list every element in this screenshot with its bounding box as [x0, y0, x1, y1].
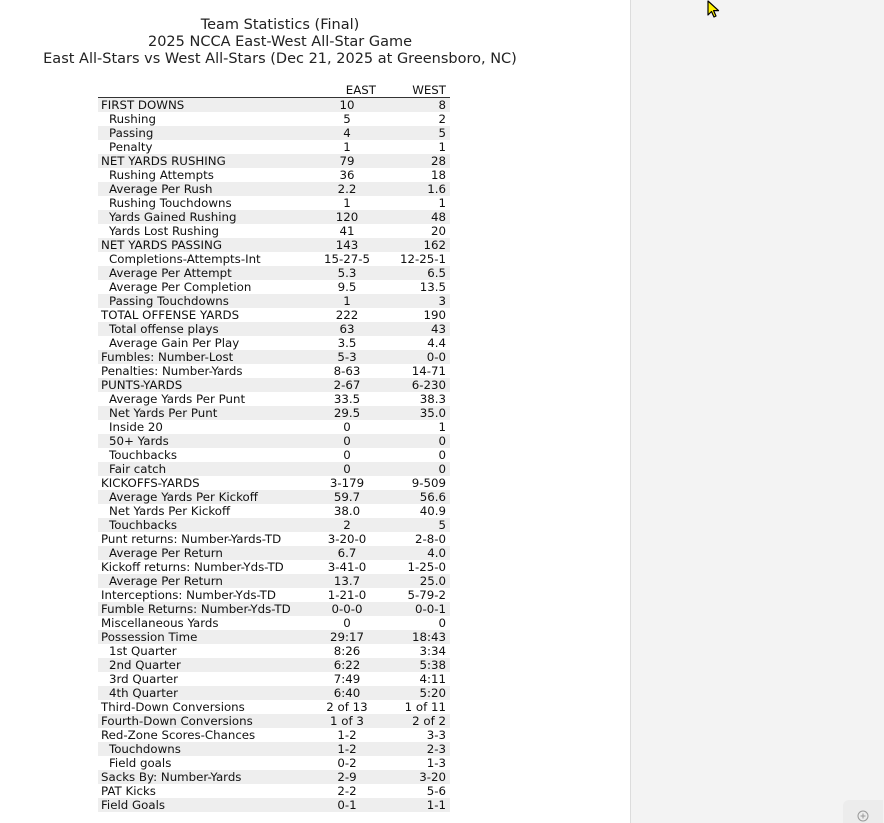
table-row	[98, 700, 450, 714]
east-value: 143	[335, 238, 359, 252]
stat-label: Rushing Attempts	[109, 168, 214, 182]
table-row	[98, 784, 450, 798]
west-value: 2-8-0	[414, 532, 446, 546]
table-row	[98, 378, 450, 392]
table-row	[98, 112, 450, 126]
stat-label: 1st Quarter	[109, 644, 177, 658]
table-row	[98, 406, 450, 420]
table-body	[98, 98, 450, 812]
table-row	[98, 476, 450, 490]
table-row	[98, 588, 450, 602]
east-value: 8:26	[333, 644, 361, 658]
east-value: 2 of 13	[326, 700, 368, 714]
stat-label: Interceptions: Number-Yds-TD	[101, 588, 276, 602]
stat-label: 3rd Quarter	[109, 672, 178, 686]
stat-label: Punt returns: Number-Yards-TD	[101, 532, 282, 546]
table-row	[98, 350, 450, 364]
table-row	[98, 630, 450, 644]
west-value: 0-0	[426, 350, 446, 364]
table-row	[98, 714, 450, 728]
stat-label: 50+ Yards	[109, 434, 169, 448]
table-row	[98, 224, 450, 238]
east-value: 0-2	[337, 756, 357, 770]
stat-label: Passing Touchdowns	[109, 294, 229, 308]
east-value: 15-27-5	[323, 252, 371, 266]
table-row	[98, 364, 450, 378]
table-row	[98, 728, 450, 742]
east-value: 2.2	[337, 182, 357, 196]
west-value: 190	[423, 308, 446, 322]
stat-label: Inside 20	[109, 420, 163, 434]
east-value: 0	[343, 616, 351, 630]
west-value: 1-25-0	[407, 560, 446, 574]
east-value: 2	[343, 518, 351, 532]
west-value: 1 of 11	[404, 700, 446, 714]
stat-label: 2nd Quarter	[109, 658, 181, 672]
table-row	[98, 294, 450, 308]
stat-label: Yards Lost Rushing	[109, 224, 219, 238]
west-value: 56.6	[419, 490, 446, 504]
west-value: 18:43	[412, 630, 446, 644]
east-value: 36	[339, 168, 355, 182]
west-value: 3	[438, 294, 446, 308]
east-value: 0-1	[337, 798, 357, 812]
west-value: 35.0	[419, 406, 446, 420]
table-row	[98, 798, 450, 812]
stat-label: NET YARDS RUSHING	[101, 154, 226, 168]
west-value: 28	[430, 154, 446, 168]
table-row	[98, 644, 450, 658]
table-row	[98, 504, 450, 518]
east-value: 1-2	[337, 728, 357, 742]
east-value: 79	[339, 154, 355, 168]
stat-label: Average Per Return	[109, 546, 223, 560]
east-value: 8-63	[333, 364, 361, 378]
table-row	[98, 210, 450, 224]
table-row	[98, 392, 450, 406]
stat-label: Average Gain Per Play	[109, 336, 240, 350]
table-row	[98, 658, 450, 672]
east-value: 0-0-0	[331, 602, 363, 616]
west-value: 0	[438, 462, 446, 476]
east-value: 2-9	[337, 770, 357, 784]
table-row	[98, 532, 450, 546]
table-row	[98, 266, 450, 280]
west-value: 9-509	[411, 476, 446, 490]
east-value: 0	[343, 420, 351, 434]
east-value: 7:49	[333, 672, 361, 686]
table-row	[98, 336, 450, 350]
table-row	[98, 308, 450, 322]
east-value: 5	[343, 112, 351, 126]
east-value: 33.5	[333, 392, 361, 406]
east-value: 9.5	[337, 280, 357, 294]
stat-label: Average Yards Per Punt	[109, 392, 246, 406]
west-value: 0	[438, 616, 446, 630]
west-value: 4.4	[427, 336, 446, 350]
east-value: 3.5	[337, 336, 357, 350]
stat-label: Sacks By: Number-Yards	[101, 770, 242, 784]
west-value: 5-6	[426, 784, 446, 798]
stat-label: Third-Down Conversions	[101, 700, 245, 714]
west-value: 2	[438, 112, 446, 126]
stat-label: Touchbacks	[109, 518, 178, 532]
east-value: 29:17	[330, 630, 364, 644]
table-row	[98, 322, 450, 336]
east-value: 10	[339, 98, 355, 112]
table-row	[98, 518, 450, 532]
west-value: 40.9	[419, 504, 446, 518]
west-value: 6.5	[427, 266, 446, 280]
stat-label: Average Per Attempt	[109, 266, 232, 280]
page-divider	[630, 0, 631, 823]
stat-label: Possession Time	[101, 630, 198, 644]
table-row	[98, 770, 450, 784]
table-row	[98, 252, 450, 266]
table-row	[98, 686, 450, 700]
stat-label: KICKOFFS-YARDS	[101, 476, 200, 490]
west-value: 3:34	[419, 644, 446, 658]
table-row	[98, 756, 450, 770]
west-value: 5	[438, 518, 446, 532]
stat-label: Penalty	[109, 140, 153, 154]
stat-label: Rushing	[109, 112, 157, 126]
table-row	[98, 126, 450, 140]
table-row	[98, 182, 450, 196]
east-value: 63	[339, 322, 355, 336]
stat-label: Rushing Touchdowns	[109, 196, 232, 210]
table-row	[98, 154, 450, 168]
mouse-pointer-icon	[706, 0, 722, 20]
stat-label: Fair catch	[109, 462, 167, 476]
column-header-west: WEST	[412, 83, 446, 97]
west-value: 6-230	[411, 378, 446, 392]
west-value: 0-0-1	[414, 602, 446, 616]
report-matchup: East All-Stars vs West All-Stars (Dec 21, 2025 at Greensboro, NC)	[43, 51, 517, 67]
stat-label: Field goals	[109, 756, 172, 770]
stat-label: Average Yards Per Kickoff	[109, 490, 258, 504]
west-value: 4.0	[427, 546, 446, 560]
table-row	[98, 560, 450, 574]
east-value: 29.5	[333, 406, 361, 420]
east-value: 1-2	[337, 742, 357, 756]
west-value: 12-25-1	[399, 252, 446, 266]
table-row	[98, 462, 450, 476]
stat-label: Field Goals	[101, 798, 165, 812]
table-row	[98, 672, 450, 686]
east-value: 0	[343, 448, 351, 462]
stat-label: Yards Gained Rushing	[109, 210, 237, 224]
east-value: 222	[335, 308, 359, 322]
west-value: 13.5	[419, 280, 446, 294]
report-title-block	[0, 17, 560, 68]
west-value: 8	[438, 98, 446, 112]
west-value: 14-71	[411, 364, 446, 378]
zoom-in-icon	[857, 810, 869, 822]
table-row	[98, 574, 450, 588]
west-value: 1	[438, 420, 446, 434]
west-value: 5:38	[419, 658, 446, 672]
east-value: 3-20-0	[327, 532, 367, 546]
east-value: 1-21-0	[327, 588, 367, 602]
east-value: 1 of 3	[330, 714, 364, 728]
table-row	[98, 140, 450, 154]
stat-label: FIRST DOWNS	[101, 98, 185, 112]
east-value: 6:22	[333, 658, 361, 672]
east-value: 1	[343, 196, 351, 210]
team-stats-table	[98, 84, 450, 812]
table-row	[98, 280, 450, 294]
table-row	[98, 168, 450, 182]
stat-label: Total offense plays	[109, 322, 219, 336]
stat-label: Average Per Return	[109, 574, 223, 588]
west-value: 43	[430, 322, 446, 336]
table-row	[98, 420, 450, 434]
east-value: 38.0	[333, 504, 361, 518]
west-value: 1-3	[426, 756, 446, 770]
stat-label: Fumbles: Number-Lost	[101, 350, 234, 364]
table-row	[98, 490, 450, 504]
stat-label: Completions-Attempts-Int	[109, 252, 261, 266]
stat-label: Kickoff returns: Number-Yds-TD	[101, 560, 284, 574]
west-value: 4:11	[419, 672, 446, 686]
west-value: 1	[438, 140, 446, 154]
west-value: 1	[438, 196, 446, 210]
table-row	[98, 448, 450, 462]
west-value: 48	[430, 210, 446, 224]
zoom-in-button[interactable]	[843, 800, 883, 823]
stat-label: Touchbacks	[109, 448, 178, 462]
east-value: 0	[343, 462, 351, 476]
east-value: 6.7	[337, 546, 357, 560]
east-value: 6:40	[333, 686, 361, 700]
stat-label: Touchdowns	[109, 742, 181, 756]
report-subtitle: 2025 NCCA East-West All-Star Game	[147, 34, 413, 50]
east-value: 1	[343, 140, 351, 154]
west-value: 1.6	[427, 182, 446, 196]
stat-label: 4th Quarter	[109, 686, 178, 700]
table-row	[98, 238, 450, 252]
west-value: 0	[438, 434, 446, 448]
west-value: 3-20	[419, 770, 446, 784]
west-value: 2-3	[426, 742, 446, 756]
east-value: 5.3	[337, 266, 357, 280]
stat-label: Fumble Returns: Number-Yds-TD	[101, 602, 291, 616]
stat-label: Penalties: Number-Yards	[101, 364, 243, 378]
east-value: 0	[343, 434, 351, 448]
west-value: 25.0	[419, 574, 446, 588]
report-title: Team Statistics (Final)	[200, 17, 360, 33]
west-value: 38.3	[419, 392, 446, 406]
east-value: 4	[343, 126, 351, 140]
east-value: 1	[343, 294, 351, 308]
west-value: 2 of 2	[412, 714, 446, 728]
stat-label: Miscellaneous Yards	[101, 616, 219, 630]
table-header	[98, 84, 450, 98]
west-value: 5-79-2	[407, 588, 446, 602]
east-value: 59.7	[333, 490, 361, 504]
east-value: 41	[339, 224, 355, 238]
east-value: 3-41-0	[327, 560, 367, 574]
east-value: 13.7	[333, 574, 361, 588]
west-value: 5	[438, 126, 446, 140]
west-value: 20	[430, 224, 446, 238]
west-value: 5:20	[419, 686, 446, 700]
stat-label: TOTAL OFFENSE YARDS	[101, 308, 240, 322]
stat-label: Passing	[109, 126, 154, 140]
table-row	[98, 602, 450, 616]
table-row	[98, 742, 450, 756]
east-value: 3-179	[329, 476, 365, 490]
table-row	[98, 546, 450, 560]
table-row	[98, 196, 450, 210]
table-row	[98, 616, 450, 630]
west-value: 3-3	[426, 728, 446, 742]
table-row	[98, 434, 450, 448]
stat-label: Average Per Completion	[109, 280, 252, 294]
east-value: 2-67	[333, 378, 361, 392]
west-value: 162	[423, 238, 446, 252]
stat-label: Net Yards Per Kickoff	[109, 504, 231, 518]
east-value: 120	[335, 210, 359, 224]
table-row	[98, 98, 450, 112]
west-value: 1-1	[426, 798, 446, 812]
west-value: 18	[430, 168, 446, 182]
stat-label: PUNTS-YARDS	[101, 378, 183, 392]
stat-label: Red-Zone Scores-Chances	[101, 728, 256, 742]
stat-label: NET YARDS PASSING	[101, 238, 222, 252]
stat-label: Fourth-Down Conversions	[101, 714, 253, 728]
stat-label: Net Yards Per Punt	[109, 406, 218, 420]
west-value: 0	[438, 448, 446, 462]
east-value: 2-2	[337, 784, 357, 798]
column-header-east: EAST	[345, 83, 376, 97]
east-value: 5-3	[337, 350, 357, 364]
stat-label: Average Per Rush	[109, 182, 213, 196]
stat-label: PAT Kicks	[101, 784, 156, 798]
